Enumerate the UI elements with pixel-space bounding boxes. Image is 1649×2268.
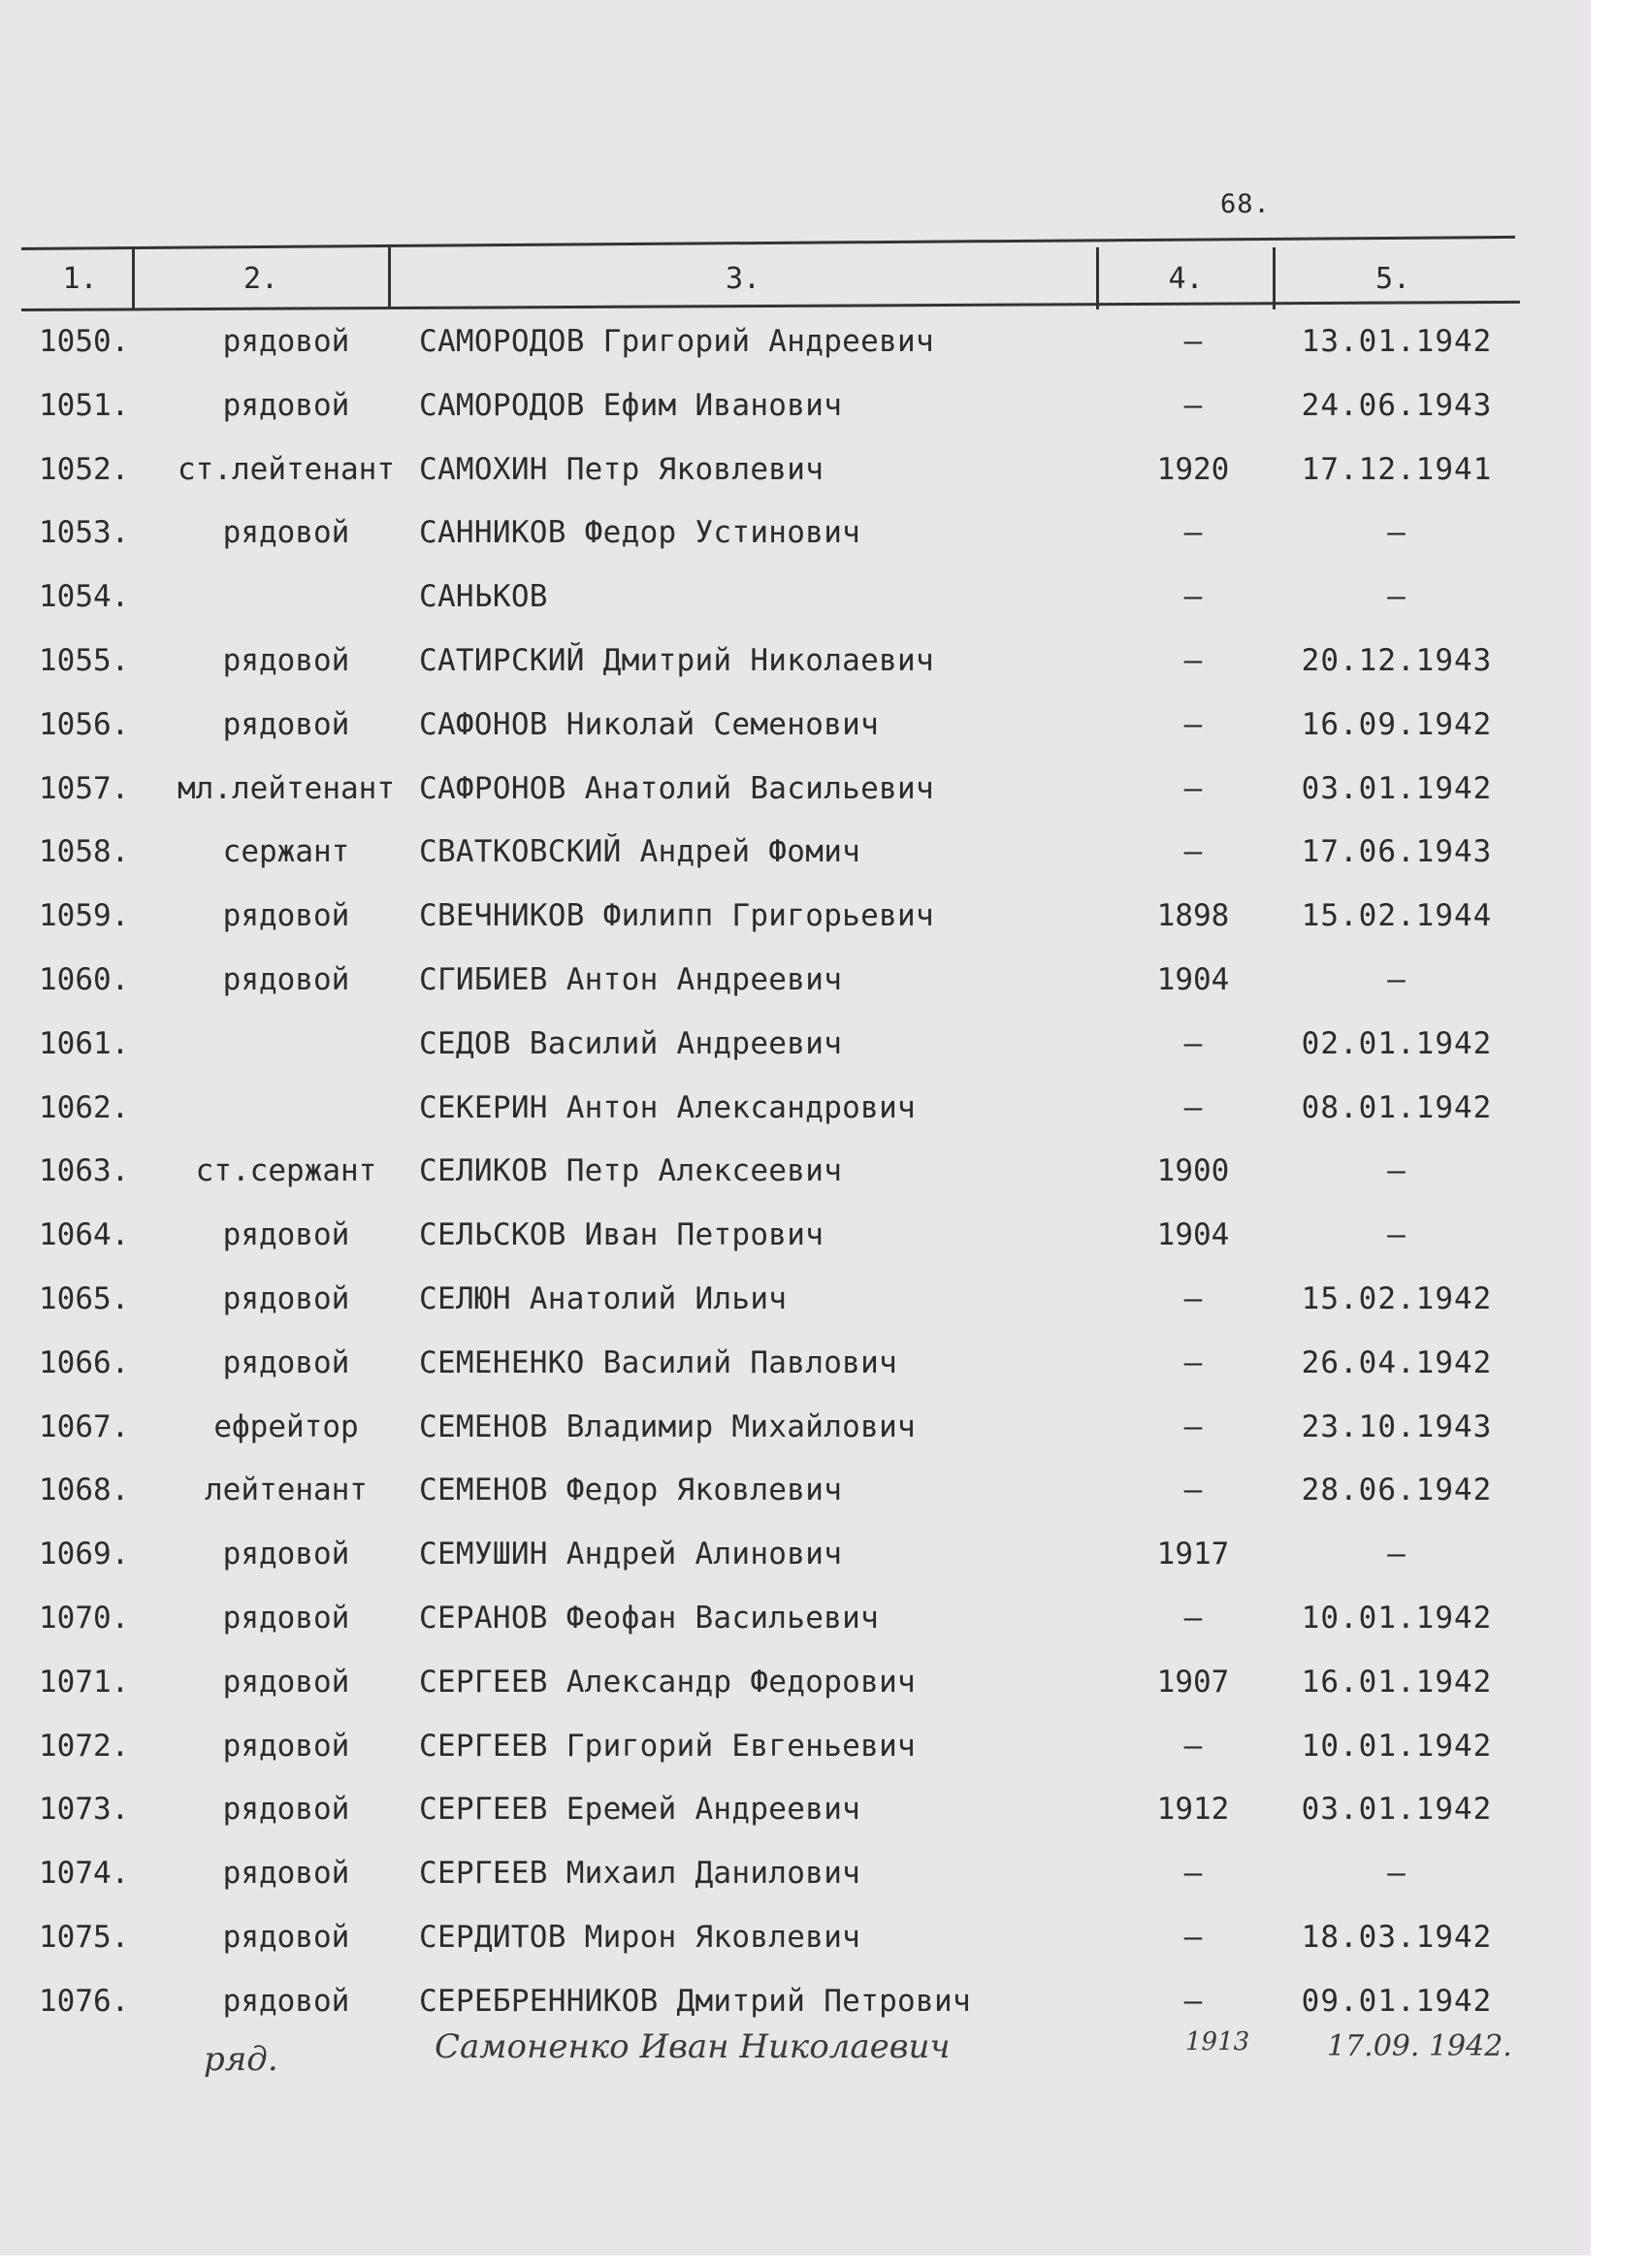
table-row xyxy=(0,1469,1591,1511)
row-date: 23.10.1943 xyxy=(1301,1409,1493,1444)
row-number: 1050. xyxy=(39,324,130,359)
row-birth-year: 1904 xyxy=(1156,962,1230,997)
table-row xyxy=(0,1278,1591,1320)
row-date: – xyxy=(1387,579,1406,615)
row-number: 1074. xyxy=(39,1856,130,1892)
table-row xyxy=(0,1725,1591,1767)
row-birth-year: – xyxy=(1183,1281,1203,1316)
row-name: СЕРГЕЕВ Григорий Евгеньевич xyxy=(419,1728,917,1764)
row-name: СЕМЕНЕНКО Василий Павлович xyxy=(419,1345,898,1380)
row-rank: рядовой xyxy=(222,1281,350,1316)
row-name: СЕЛЬСКОВ Иван Петрович xyxy=(419,1217,824,1253)
row-rank: рядовой xyxy=(222,324,350,359)
row-date: 18.03.1942 xyxy=(1301,1920,1493,1955)
row-date: 28.06.1942 xyxy=(1301,1473,1493,1508)
row-number: 1066. xyxy=(39,1345,130,1380)
table-row xyxy=(0,1022,1591,1065)
table-row xyxy=(0,1852,1591,1895)
row-number: 1073. xyxy=(39,1792,130,1828)
row-rank: рядовой xyxy=(222,1217,350,1253)
row-date: 26.04.1942 xyxy=(1301,1345,1493,1380)
row-date: – xyxy=(1387,1537,1406,1572)
row-date: 15.02.1944 xyxy=(1301,898,1493,934)
row-number: 1062. xyxy=(39,1089,130,1125)
row-number: 1061. xyxy=(39,1025,130,1061)
row-name: СЕРДИТОВ Мирон Яковлевич xyxy=(419,1920,861,1955)
row-date: 10.01.1942 xyxy=(1301,1728,1493,1764)
row-rank: рядовой xyxy=(222,1345,350,1380)
row-rank: рядовой xyxy=(222,1983,350,2019)
table-row xyxy=(0,1342,1591,1384)
row-name: САМОРОДОВ Григорий Андреевич xyxy=(419,324,934,359)
row-number: 1058. xyxy=(39,834,130,870)
row-number: 1053. xyxy=(39,515,130,551)
row-date: 09.01.1942 xyxy=(1301,1983,1493,2019)
row-name: САНЬКОВ xyxy=(419,579,548,615)
row-rank: рядовой xyxy=(222,515,350,551)
row-date: – xyxy=(1387,1856,1406,1892)
row-rank: рядовой xyxy=(222,706,350,742)
row-date: 16.09.1942 xyxy=(1301,706,1493,742)
row-rank: рядовой xyxy=(222,1728,350,1764)
row-name: СЕМЕНОВ Владимир Михайлович xyxy=(419,1409,917,1444)
row-number: 1063. xyxy=(39,1153,130,1189)
handwritten-year: 1913 xyxy=(1185,2027,1250,2057)
row-name: СЕМЕНОВ Федор Яковлевич xyxy=(419,1473,843,1508)
row-name: СЕЛЮН Анатолий Ильич xyxy=(419,1281,788,1316)
header-col-5: 5. xyxy=(1374,262,1411,296)
row-birth-year: – xyxy=(1183,387,1203,423)
table-row xyxy=(0,1788,1591,1831)
row-date: 02.01.1942 xyxy=(1301,1025,1493,1061)
row-birth-year: 1898 xyxy=(1156,898,1230,934)
row-name: САТИРСКИЙ Дмитрий Николаевич xyxy=(419,643,934,678)
row-birth-year: – xyxy=(1183,834,1203,870)
row-birth-year: – xyxy=(1183,1345,1203,1380)
row-birth-year: – xyxy=(1183,706,1203,742)
row-rank: рядовой xyxy=(222,962,350,997)
row-name: САФОНОВ Николай Семенович xyxy=(419,706,880,742)
table-row xyxy=(0,1533,1591,1575)
table-row xyxy=(0,1086,1591,1129)
table-row xyxy=(0,511,1591,554)
row-birth-year: – xyxy=(1183,643,1203,678)
row-date: – xyxy=(1387,1217,1406,1253)
handwritten-name: Самоненко Иван Николаевич xyxy=(435,2027,951,2066)
row-number: 1076. xyxy=(39,1983,130,2019)
row-birth-year: – xyxy=(1183,579,1203,615)
row-birth-year: – xyxy=(1183,324,1203,359)
row-number: 1075. xyxy=(39,1920,130,1955)
row-number: 1055. xyxy=(39,643,130,678)
table-row xyxy=(0,1980,1591,2023)
row-number: 1064. xyxy=(39,1217,130,1253)
row-birth-year: – xyxy=(1183,1728,1203,1764)
row-name: СЕЛИКОВ Петр Алексеевич xyxy=(419,1153,843,1189)
table-row xyxy=(0,703,1591,746)
row-rank: рядовой xyxy=(222,1920,350,1955)
table-row xyxy=(0,1661,1591,1703)
row-birth-year: – xyxy=(1183,1025,1203,1061)
row-date: 03.01.1942 xyxy=(1301,770,1493,806)
table-row xyxy=(0,1916,1591,1959)
handwritten-rank: ряд. xyxy=(204,2040,278,2079)
table-row xyxy=(0,1150,1591,1192)
row-number: 1067. xyxy=(39,1409,130,1444)
table-row xyxy=(0,384,1591,427)
row-name: СЕКЕРИН Антон Александрович xyxy=(419,1089,917,1125)
row-number: 1052. xyxy=(39,451,130,487)
row-rank: рядовой xyxy=(222,898,350,934)
row-number: 1060. xyxy=(39,962,130,997)
row-number: 1056. xyxy=(39,706,130,742)
row-date: 13.01.1942 xyxy=(1301,324,1493,359)
row-number: 1072. xyxy=(39,1728,130,1764)
row-date: 08.01.1942 xyxy=(1301,1089,1493,1125)
page-number: 68. xyxy=(1220,189,1271,219)
row-name: СЕРГЕЕВ Михаил Данилович xyxy=(419,1856,861,1892)
table-row xyxy=(0,767,1591,810)
row-birth-year: – xyxy=(1183,1409,1203,1444)
row-birth-year: – xyxy=(1183,1601,1203,1636)
row-rank: рядовой xyxy=(222,643,350,678)
table-row xyxy=(0,1597,1591,1639)
row-date: 10.01.1942 xyxy=(1301,1601,1493,1636)
row-name: САМОРОДОВ Ефим Иванович xyxy=(419,387,843,423)
table-row xyxy=(0,1214,1591,1256)
row-rank: сержант xyxy=(222,834,350,870)
row-rank: рядовой xyxy=(222,1537,350,1572)
header-col-4: 4. xyxy=(1168,262,1204,296)
row-birth-year: – xyxy=(1183,515,1203,551)
row-date: – xyxy=(1387,962,1406,997)
row-name: САФРОНОВ Анатолий Васильевич xyxy=(419,770,934,806)
row-name: СЕДОВ Василий Андреевич xyxy=(419,1025,843,1061)
row-date: – xyxy=(1387,515,1406,551)
row-rank: рядовой xyxy=(222,1856,350,1892)
row-birth-year: 1904 xyxy=(1156,1217,1230,1253)
table-row xyxy=(0,894,1591,937)
row-birth-year: – xyxy=(1183,1856,1203,1892)
row-number: 1059. xyxy=(39,898,130,934)
row-name: СЕРГЕЕВ Александр Федорович xyxy=(419,1664,917,1700)
row-name: СВАТКОВСКИЙ Андрей Фомич xyxy=(419,834,861,870)
row-date: 20.12.1943 xyxy=(1301,643,1493,678)
row-number: 1057. xyxy=(39,770,130,806)
handwritten-date: 17.09. 1942. xyxy=(1327,2029,1512,2063)
row-name: СГИБИЕВ Антон Андреевич xyxy=(419,962,843,997)
row-name: СЕРГЕЕВ Еремей Андреевич xyxy=(419,1792,861,1828)
row-birth-year: 1912 xyxy=(1156,1792,1230,1828)
row-birth-year: – xyxy=(1183,1920,1203,1955)
row-date: 03.01.1942 xyxy=(1301,1792,1493,1828)
row-name: САМОХИН Петр Яковлевич xyxy=(419,451,824,487)
row-date: 16.01.1942 xyxy=(1301,1664,1493,1700)
row-number: 1069. xyxy=(39,1537,130,1572)
row-rank: ст.сержант xyxy=(195,1153,377,1189)
row-number: 1071. xyxy=(39,1664,130,1700)
row-rank: рядовой xyxy=(222,1792,350,1828)
table-row xyxy=(0,575,1591,618)
row-rank: лейтенант xyxy=(205,1473,368,1508)
row-rank: мл.лейтенант xyxy=(178,770,395,806)
row-name: СЕМУШИН Андрей Алинович xyxy=(419,1537,843,1572)
row-rank: ст.лейтенант xyxy=(178,451,395,487)
table-row xyxy=(0,830,1591,873)
header-col-2: 2. xyxy=(242,262,279,296)
row-birth-year: 1917 xyxy=(1156,1537,1230,1572)
row-date: 17.12.1941 xyxy=(1301,451,1493,487)
row-birth-year: 1920 xyxy=(1156,451,1230,487)
row-birth-year: – xyxy=(1183,1473,1203,1508)
row-name: СЕРЕБРЕННИКОВ Дмитрий Петрович xyxy=(419,1983,971,2019)
row-number: 1068. xyxy=(39,1473,130,1508)
row-name: СЕРАНОВ Феофан Васильевич xyxy=(419,1601,880,1636)
row-number: 1054. xyxy=(39,579,130,615)
row-rank xyxy=(160,1086,412,1129)
header-col-1: 1. xyxy=(62,262,98,296)
row-rank: ефрейтор xyxy=(213,1409,359,1444)
table-row xyxy=(0,639,1591,682)
row-birth-year: – xyxy=(1183,1983,1203,2019)
header-col-3: 3. xyxy=(725,262,761,296)
row-number: 1065. xyxy=(39,1281,130,1316)
row-rank: рядовой xyxy=(222,1601,350,1636)
row-birth-year: 1907 xyxy=(1156,1664,1230,1700)
row-birth-year: 1900 xyxy=(1156,1153,1230,1189)
row-number: 1070. xyxy=(39,1601,130,1636)
row-birth-year: – xyxy=(1183,1089,1203,1125)
row-date: 15.02.1942 xyxy=(1301,1281,1493,1316)
row-date: 17.06.1943 xyxy=(1301,834,1493,870)
row-rank: рядовой xyxy=(222,1664,350,1700)
row-name: СВЕЧНИКОВ Филипп Григорьевич xyxy=(419,898,934,934)
table-row xyxy=(0,448,1591,491)
row-number: 1051. xyxy=(39,387,130,423)
row-name: САННИКОВ Федор Устинович xyxy=(419,515,861,551)
row-date: 24.06.1943 xyxy=(1301,387,1493,423)
row-date: – xyxy=(1387,1153,1406,1189)
row-rank: рядовой xyxy=(222,387,350,423)
row-rank xyxy=(160,1022,412,1065)
table-row xyxy=(0,958,1591,1001)
table-row xyxy=(0,1406,1591,1448)
row-birth-year: – xyxy=(1183,770,1203,806)
table-row xyxy=(0,320,1591,363)
row-rank xyxy=(160,575,412,618)
